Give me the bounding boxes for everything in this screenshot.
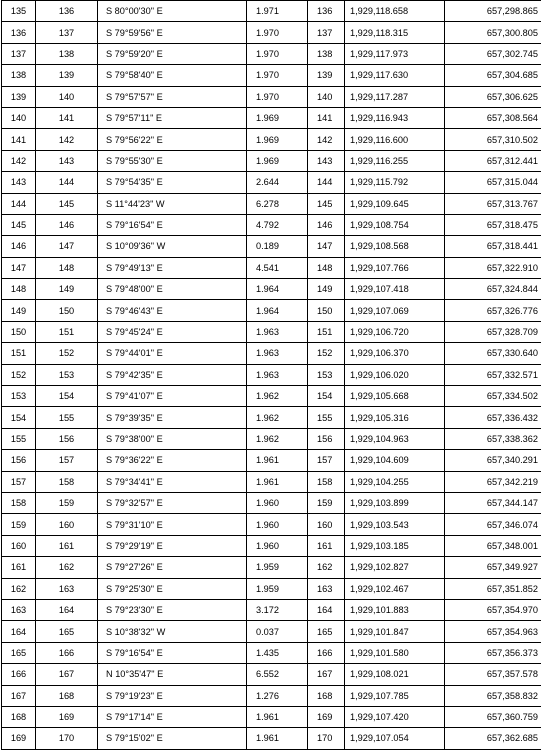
to-station-cell: 144 <box>36 172 98 193</box>
easting-cell: 657,334.502 <box>445 386 541 407</box>
easting-cell: 657,354.963 <box>445 621 541 642</box>
northing-cell: 1,929,117.630 <box>345 65 445 86</box>
from-station-cell: 137 <box>2 43 36 64</box>
to-station-cell: 136 <box>36 1 98 22</box>
bearing-cell: S 80°00'30" E <box>98 1 247 22</box>
distance-cell: 1.962 <box>247 407 308 428</box>
table-row <box>2 300 541 321</box>
table-row <box>2 1 541 22</box>
from-station-cell: 142 <box>2 150 36 171</box>
distance-cell: 1.959 <box>247 578 308 599</box>
easting-cell: 657,328.709 <box>445 321 541 342</box>
distance-cell: 1.970 <box>247 22 308 43</box>
to-station-cell: 160 <box>36 514 98 535</box>
station-cell: 143 <box>308 150 345 171</box>
distance-cell: 1.960 <box>247 535 308 556</box>
table-body <box>2 1 541 750</box>
distance-cell: 1.971 <box>247 1 308 22</box>
distance-cell: 0.189 <box>247 236 308 257</box>
bearing-cell: S 79°41'07" E <box>98 386 247 407</box>
station-cell: 165 <box>308 621 345 642</box>
to-station-cell: 152 <box>36 343 98 364</box>
station-cell: 141 <box>308 107 345 128</box>
table-row <box>2 535 541 556</box>
easting-cell: 657,304.685 <box>445 65 541 86</box>
station-cell: 162 <box>308 557 345 578</box>
to-station-cell: 162 <box>36 557 98 578</box>
table-row <box>2 407 541 428</box>
from-station-cell: 146 <box>2 236 36 257</box>
northing-cell: 1,929,116.255 <box>345 150 445 171</box>
table-row <box>2 107 541 128</box>
distance-cell: 1.963 <box>247 321 308 342</box>
table-row <box>2 43 541 64</box>
table-row <box>2 236 541 257</box>
from-station-cell: 143 <box>2 172 36 193</box>
from-station-cell: 141 <box>2 129 36 150</box>
easting-cell: 657,313.767 <box>445 193 541 214</box>
from-station-cell: 160 <box>2 535 36 556</box>
to-station-cell: 157 <box>36 450 98 471</box>
station-cell: 140 <box>308 86 345 107</box>
from-station-cell: 139 <box>2 86 36 107</box>
to-station-cell: 168 <box>36 685 98 706</box>
to-station-cell: 147 <box>36 236 98 257</box>
bearing-cell: S 79°15'02" E <box>98 728 247 749</box>
to-station-cell: 169 <box>36 706 98 727</box>
bearing-cell: S 79°56'22" E <box>98 129 247 150</box>
to-station-cell: 158 <box>36 471 98 492</box>
station-cell: 166 <box>308 642 345 663</box>
table-row <box>2 257 541 278</box>
from-station-cell: 148 <box>2 279 36 300</box>
from-station-cell: 163 <box>2 599 36 620</box>
northing-cell: 1,929,117.973 <box>345 43 445 64</box>
northing-cell: 1,929,104.963 <box>345 428 445 449</box>
station-cell: 154 <box>308 386 345 407</box>
bearing-cell: S 79°55'30" E <box>98 150 247 171</box>
to-station-cell: 140 <box>36 86 98 107</box>
from-station-cell: 145 <box>2 214 36 235</box>
northing-cell: 1,929,104.255 <box>345 471 445 492</box>
distance-cell: 1.962 <box>247 386 308 407</box>
easting-cell: 657,318.441 <box>445 236 541 257</box>
northing-cell: 1,929,102.827 <box>345 557 445 578</box>
northing-cell: 1,929,103.899 <box>345 492 445 513</box>
bearing-cell: S 79°16'54" E <box>98 214 247 235</box>
easting-cell: 657,332.571 <box>445 364 541 385</box>
table-row <box>2 471 541 492</box>
easting-cell: 657,330.640 <box>445 343 541 364</box>
distance-cell: 0.037 <box>247 621 308 642</box>
from-station-cell: 152 <box>2 364 36 385</box>
distance-cell: 1.961 <box>247 728 308 749</box>
bearing-cell: S 79°59'56" E <box>98 22 247 43</box>
from-station-cell: 138 <box>2 65 36 86</box>
station-cell: 142 <box>308 129 345 150</box>
table-row <box>2 599 541 620</box>
from-station-cell: 157 <box>2 471 36 492</box>
distance-cell: 3.172 <box>247 599 308 620</box>
to-station-cell: 163 <box>36 578 98 599</box>
table-row <box>2 664 541 685</box>
northing-cell: 1,929,107.785 <box>345 685 445 706</box>
from-station-cell: 149 <box>2 300 36 321</box>
table-row <box>2 557 541 578</box>
northing-cell: 1,929,116.943 <box>345 107 445 128</box>
from-station-cell: 140 <box>2 107 36 128</box>
bearing-cell: S 11°44'23" W <box>98 193 247 214</box>
to-station-cell: 139 <box>36 65 98 86</box>
table-row <box>2 428 541 449</box>
northing-cell: 1,929,107.766 <box>345 257 445 278</box>
table-row <box>2 129 541 150</box>
table-row <box>2 450 541 471</box>
bearing-cell: S 79°29'19" E <box>98 535 247 556</box>
table-row <box>2 22 541 43</box>
easting-cell: 657,322.910 <box>445 257 541 278</box>
station-cell: 167 <box>308 664 345 685</box>
bearing-cell: S 79°19'23" E <box>98 685 247 706</box>
northing-cell: 1,929,108.021 <box>345 664 445 685</box>
table-row <box>2 150 541 171</box>
northing-cell: 1,929,108.754 <box>345 214 445 235</box>
station-cell: 153 <box>308 364 345 385</box>
station-cell: 160 <box>308 514 345 535</box>
from-station-cell: 166 <box>2 664 36 685</box>
distance-cell: 1.970 <box>247 86 308 107</box>
distance-cell: 2.644 <box>247 172 308 193</box>
distance-cell: 1.961 <box>247 450 308 471</box>
from-station-cell: 168 <box>2 706 36 727</box>
to-station-cell: 149 <box>36 279 98 300</box>
easting-cell: 657,300.805 <box>445 22 541 43</box>
distance-cell: 1.961 <box>247 706 308 727</box>
table-row <box>2 343 541 364</box>
to-station-cell: 146 <box>36 214 98 235</box>
easting-cell: 657,308.564 <box>445 107 541 128</box>
from-station-cell: 136 <box>2 22 36 43</box>
bearing-cell: S 79°57'57" E <box>98 86 247 107</box>
to-station-cell: 143 <box>36 150 98 171</box>
from-station-cell: 151 <box>2 343 36 364</box>
easting-cell: 657,342.219 <box>445 471 541 492</box>
table-row <box>2 214 541 235</box>
from-station-cell: 162 <box>2 578 36 599</box>
station-cell: 159 <box>308 492 345 513</box>
northing-cell: 1,929,104.609 <box>345 450 445 471</box>
to-station-cell: 159 <box>36 492 98 513</box>
from-station-cell: 167 <box>2 685 36 706</box>
distance-cell: 1.960 <box>247 514 308 535</box>
table-row <box>2 321 541 342</box>
easting-cell: 657,338.362 <box>445 428 541 449</box>
table-row <box>2 86 541 107</box>
station-cell: 145 <box>308 193 345 214</box>
bearing-cell: S 79°34'41" E <box>98 471 247 492</box>
northing-cell: 1,929,106.720 <box>345 321 445 342</box>
from-station-cell: 158 <box>2 492 36 513</box>
to-station-cell: 151 <box>36 321 98 342</box>
to-station-cell: 138 <box>36 43 98 64</box>
bearing-cell: S 79°57'11" E <box>98 107 247 128</box>
easting-cell: 657,306.625 <box>445 86 541 107</box>
station-cell: 161 <box>308 535 345 556</box>
bearing-cell: S 79°27'26" E <box>98 557 247 578</box>
easting-cell: 657,326.776 <box>445 300 541 321</box>
northing-cell: 1,929,116.600 <box>345 129 445 150</box>
to-station-cell: 167 <box>36 664 98 685</box>
bearing-cell: S 79°39'35" E <box>98 407 247 428</box>
from-station-cell: 161 <box>2 557 36 578</box>
northing-cell: 1,929,106.020 <box>345 364 445 385</box>
bearing-cell: S 79°17'14" E <box>98 706 247 727</box>
distance-cell: 1.970 <box>247 65 308 86</box>
distance-cell: 1.964 <box>247 300 308 321</box>
northing-cell: 1,929,118.315 <box>345 22 445 43</box>
station-cell: 151 <box>308 321 345 342</box>
easting-cell: 657,348.001 <box>445 535 541 556</box>
to-station-cell: 166 <box>36 642 98 663</box>
easting-cell: 657,349.927 <box>445 557 541 578</box>
to-station-cell: 161 <box>36 535 98 556</box>
distance-cell: 1.964 <box>247 279 308 300</box>
to-station-cell: 145 <box>36 193 98 214</box>
easting-cell: 657,312.441 <box>445 150 541 171</box>
from-station-cell: 150 <box>2 321 36 342</box>
northing-cell: 1,929,115.792 <box>345 172 445 193</box>
easting-cell: 657,351.852 <box>445 578 541 599</box>
station-cell: 150 <box>308 300 345 321</box>
station-cell: 144 <box>308 172 345 193</box>
station-cell: 149 <box>308 279 345 300</box>
from-station-cell: 135 <box>2 1 36 22</box>
station-cell: 168 <box>308 685 345 706</box>
distance-cell: 1.963 <box>247 343 308 364</box>
distance-cell: 1.969 <box>247 129 308 150</box>
northing-cell: 1,929,118.658 <box>345 1 445 22</box>
station-cell: 138 <box>308 43 345 64</box>
from-station-cell: 165 <box>2 642 36 663</box>
distance-cell: 1.961 <box>247 471 308 492</box>
table-row <box>2 685 541 706</box>
from-station-cell: 164 <box>2 621 36 642</box>
easting-cell: 657,318.475 <box>445 214 541 235</box>
station-cell: 163 <box>308 578 345 599</box>
station-cell: 139 <box>308 65 345 86</box>
distance-cell: 1.435 <box>247 642 308 663</box>
from-station-cell: 144 <box>2 193 36 214</box>
northing-cell: 1,929,103.543 <box>345 514 445 535</box>
easting-cell: 657,310.502 <box>445 129 541 150</box>
to-station-cell: 148 <box>36 257 98 278</box>
bearing-cell: S 79°23'30" E <box>98 599 247 620</box>
northing-cell: 1,929,101.883 <box>345 599 445 620</box>
distance-cell: 1.959 <box>247 557 308 578</box>
table-row <box>2 172 541 193</box>
to-station-cell: 154 <box>36 386 98 407</box>
station-cell: 136 <box>308 1 345 22</box>
distance-cell: 1.963 <box>247 364 308 385</box>
distance-cell: 4.541 <box>247 257 308 278</box>
bearing-cell: N 10°35'47" E <box>98 664 247 685</box>
table-row <box>2 492 541 513</box>
northing-cell: 1,929,101.580 <box>345 642 445 663</box>
easting-cell: 657,360.759 <box>445 706 541 727</box>
easting-cell: 657,302.745 <box>445 43 541 64</box>
from-station-cell: 155 <box>2 428 36 449</box>
easting-cell: 657,315.044 <box>445 172 541 193</box>
station-cell: 158 <box>308 471 345 492</box>
northing-cell: 1,929,107.054 <box>345 728 445 749</box>
northing-cell: 1,929,105.668 <box>345 386 445 407</box>
bearing-cell: S 10°09'36" W <box>98 236 247 257</box>
distance-cell: 1.962 <box>247 428 308 449</box>
station-cell: 169 <box>308 706 345 727</box>
northing-cell: 1,929,108.568 <box>345 236 445 257</box>
table-row <box>2 642 541 663</box>
northing-cell: 1,929,109.645 <box>345 193 445 214</box>
to-station-cell: 165 <box>36 621 98 642</box>
to-station-cell: 153 <box>36 364 98 385</box>
easting-cell: 657,324.844 <box>445 279 541 300</box>
bearing-cell: S 79°36'22" E <box>98 450 247 471</box>
distance-cell: 6.552 <box>247 664 308 685</box>
bearing-cell: S 79°31'10" E <box>98 514 247 535</box>
to-station-cell: 137 <box>36 22 98 43</box>
distance-cell: 4.792 <box>247 214 308 235</box>
from-station-cell: 169 <box>2 728 36 749</box>
to-station-cell: 141 <box>36 107 98 128</box>
from-station-cell: 147 <box>2 257 36 278</box>
bearing-cell: S 79°49'13" E <box>98 257 247 278</box>
table-row <box>2 514 541 535</box>
to-station-cell: 155 <box>36 407 98 428</box>
station-cell: 170 <box>308 728 345 749</box>
to-station-cell: 142 <box>36 129 98 150</box>
northing-cell: 1,929,103.185 <box>345 535 445 556</box>
to-station-cell: 150 <box>36 300 98 321</box>
table-row <box>2 578 541 599</box>
easting-cell: 657,336.432 <box>445 407 541 428</box>
table-row <box>2 193 541 214</box>
table-row <box>2 364 541 385</box>
bearing-cell: S 79°45'24" E <box>98 321 247 342</box>
table-row <box>2 621 541 642</box>
to-station-cell: 170 <box>36 728 98 749</box>
bearing-cell: S 79°54'35" E <box>98 172 247 193</box>
station-cell: 164 <box>308 599 345 620</box>
bearing-cell: S 10°38'32" W <box>98 621 247 642</box>
northing-cell: 1,929,117.287 <box>345 86 445 107</box>
bearing-cell: S 79°44'01" E <box>98 343 247 364</box>
northing-cell: 1,929,102.467 <box>345 578 445 599</box>
station-cell: 137 <box>308 22 345 43</box>
northing-cell: 1,929,105.316 <box>345 407 445 428</box>
northing-cell: 1,929,107.418 <box>345 279 445 300</box>
easting-cell: 657,344.147 <box>445 492 541 513</box>
distance-cell: 1.276 <box>247 685 308 706</box>
easting-cell: 657,358.832 <box>445 685 541 706</box>
bearing-cell: S 79°46'43" E <box>98 300 247 321</box>
easting-cell: 657,346.074 <box>445 514 541 535</box>
station-cell: 146 <box>308 214 345 235</box>
table-row <box>2 279 541 300</box>
easting-cell: 657,356.373 <box>445 642 541 663</box>
bearing-cell: S 79°59'20" E <box>98 43 247 64</box>
bearing-cell: S 79°25'30" E <box>98 578 247 599</box>
from-station-cell: 156 <box>2 450 36 471</box>
distance-cell: 6.278 <box>247 193 308 214</box>
table-row <box>2 728 541 749</box>
survey-coordinates-table <box>1 0 541 750</box>
station-cell: 157 <box>308 450 345 471</box>
bearing-cell: S 79°58'40" E <box>98 65 247 86</box>
bearing-cell: S 79°32'57" E <box>98 492 247 513</box>
distance-cell: 1.969 <box>247 150 308 171</box>
to-station-cell: 164 <box>36 599 98 620</box>
station-cell: 152 <box>308 343 345 364</box>
from-station-cell: 153 <box>2 386 36 407</box>
northing-cell: 1,929,107.420 <box>345 706 445 727</box>
station-cell: 156 <box>308 428 345 449</box>
easting-cell: 657,362.685 <box>445 728 541 749</box>
bearing-cell: S 79°48'00" E <box>98 279 247 300</box>
station-cell: 148 <box>308 257 345 278</box>
bearing-cell: S 79°38'00" E <box>98 428 247 449</box>
northing-cell: 1,929,106.370 <box>345 343 445 364</box>
northing-cell: 1,929,107.069 <box>345 300 445 321</box>
easting-cell: 657,298.865 <box>445 1 541 22</box>
table-row <box>2 65 541 86</box>
station-cell: 147 <box>308 236 345 257</box>
to-station-cell: 156 <box>36 428 98 449</box>
easting-cell: 657,340.291 <box>445 450 541 471</box>
easting-cell: 657,354.970 <box>445 599 541 620</box>
table-row <box>2 386 541 407</box>
distance-cell: 1.970 <box>247 43 308 64</box>
station-cell: 155 <box>308 407 345 428</box>
northing-cell: 1,929,101.847 <box>345 621 445 642</box>
bearing-cell: S 79°16'54" E <box>98 642 247 663</box>
distance-cell: 1.969 <box>247 107 308 128</box>
distance-cell: 1.960 <box>247 492 308 513</box>
easting-cell: 657,357.578 <box>445 664 541 685</box>
from-station-cell: 154 <box>2 407 36 428</box>
from-station-cell: 159 <box>2 514 36 535</box>
bearing-cell: S 79°42'35" E <box>98 364 247 385</box>
